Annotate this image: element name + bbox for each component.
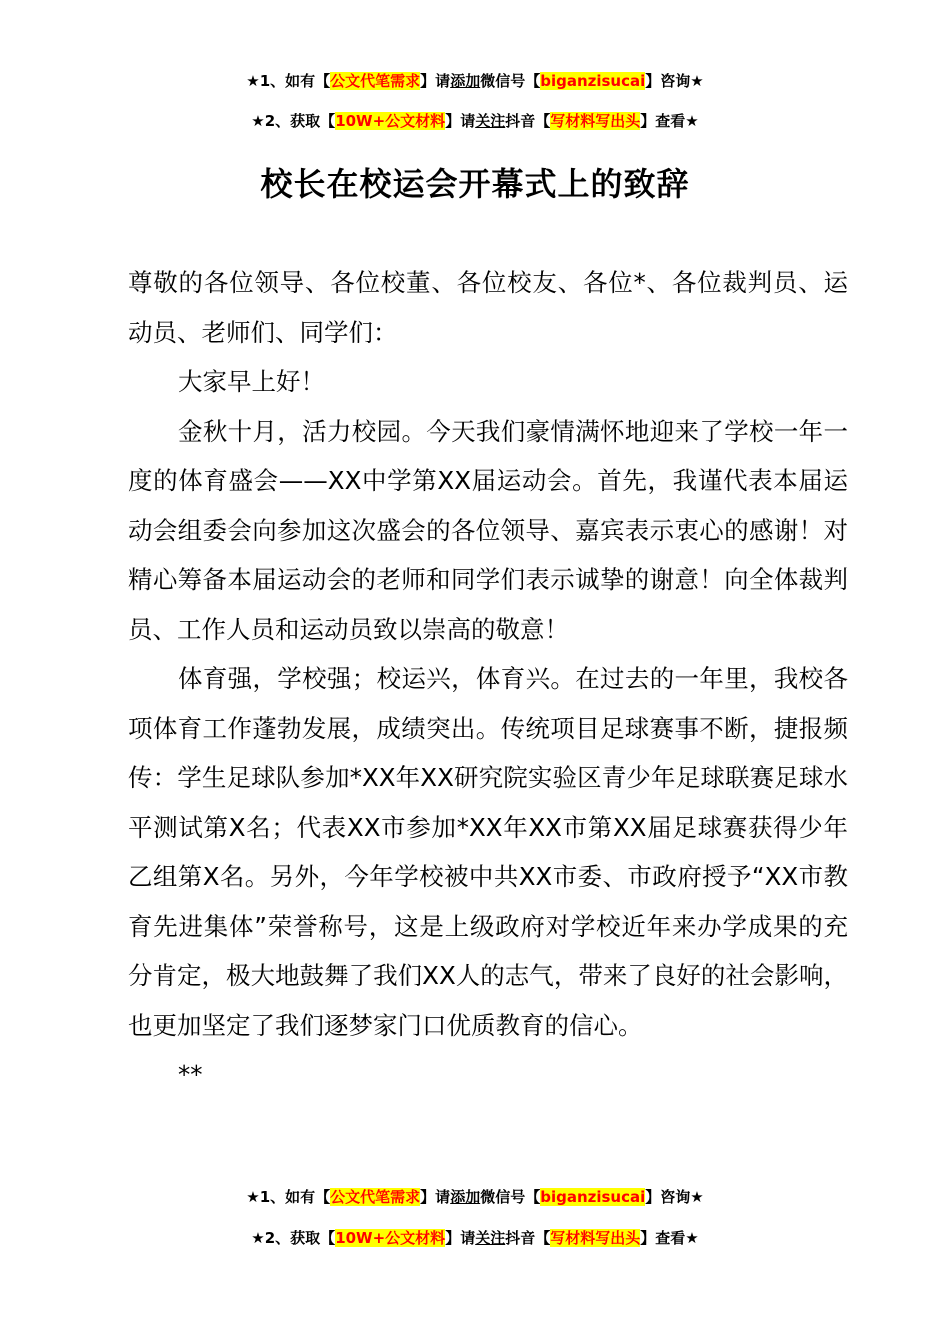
body-paragraph-1: 金秋十月，活力校园。今天我们豪情满怀地迎来了学校一年一度的体育盛会——XX中学第XX届运动会。首先，我谨代表本届运动会组委会向参加这次盛会的各位领导、嘉宾表示衷心的感谢！对精心筹备本届运动会的老师和同学们表示诚挚的谢意！向全体裁判员、工作人员和运动员致以崇高的敬意！ (128, 416, 848, 644)
document-title: 校长在校运会开幕式上的致辞 (260, 165, 690, 203)
salutation-paragraph: 尊敬的各位领导、各位校董、各位校友、各位*、各位裁判员、运动员、老师们、同学们： (128, 268, 848, 347)
ad-text: 微信号【 (480, 72, 541, 90)
ad-highlight: 10W+公文材料 (335, 1229, 446, 1247)
ad-text: 】咨询★ (645, 1188, 704, 1206)
douyin-id-highlight: 写材料写出头 (550, 112, 641, 130)
document-body (128, 258, 848, 1100)
ad-underline: 添加 (450, 72, 481, 90)
header-ad-line-2 (0, 110, 950, 132)
closing-marker: ** (178, 1060, 203, 1089)
footer-ad-line-2 (0, 1227, 950, 1249)
douyin-id-highlight: 写材料写出头 (550, 1229, 641, 1247)
ad-text: ★1、如有【 (246, 72, 331, 90)
ad-text: 微信号【 (480, 1188, 541, 1206)
body-paragraph-2: 体育强，学校强；校运兴，体育兴。在过去的一年里，我校各项体育工作蓬勃发展，成绩突出。传统项目足球赛事不断，捷报频传：学生足球队参加*XX年XX研究院实验区青少年足球联赛足球水平测试第X名；代表XX市参加*XX年XX市第XX届足球赛获得少年乙组第X名。另外，今年学校被中共XX市委、市政府授予“XX市教育先进集体”荣誉称号，这是上级政府对学校近年来办学成果的充分肯定，极大地鼓舞了我们XX人的志气，带来了良好的社会影响，也更加坚定了我们逐梦家门口优质教育的信心。 (128, 664, 848, 1040)
ad-underline: 添加 (450, 1188, 481, 1206)
ad-text: 】请 (445, 112, 476, 130)
ad-text: 】请 (420, 72, 451, 90)
ad-underline: 关注 (475, 112, 506, 130)
ad-text: 】请 (445, 1229, 476, 1247)
header-ad-line-1 (0, 70, 950, 92)
wechat-id-highlight: biganzisucai (540, 1188, 646, 1206)
ad-underline: 关注 (475, 1229, 506, 1247)
ad-text: 】请 (420, 1188, 451, 1206)
ad-highlight: 10W+公文材料 (335, 112, 446, 130)
ad-text: ★2、获取【 (251, 112, 336, 130)
ad-text: 】查看★ (640, 112, 699, 130)
ad-text: 】查看★ (640, 1229, 699, 1247)
greeting-paragraph: 大家早上好！ (178, 367, 325, 396)
ad-text: ★1、如有【 (246, 1188, 331, 1206)
ad-highlight: 公文代笔需求 (330, 72, 421, 90)
ad-text: 抖音【 (505, 112, 551, 130)
ad-text: 抖音【 (505, 1229, 551, 1247)
wechat-id-highlight: biganzisucai (540, 72, 646, 90)
ad-highlight: 公文代笔需求 (330, 1188, 421, 1206)
footer-ad-line-1 (0, 1186, 950, 1208)
ad-text: 】咨询★ (645, 72, 704, 90)
ad-text: ★2、获取【 (251, 1229, 336, 1247)
